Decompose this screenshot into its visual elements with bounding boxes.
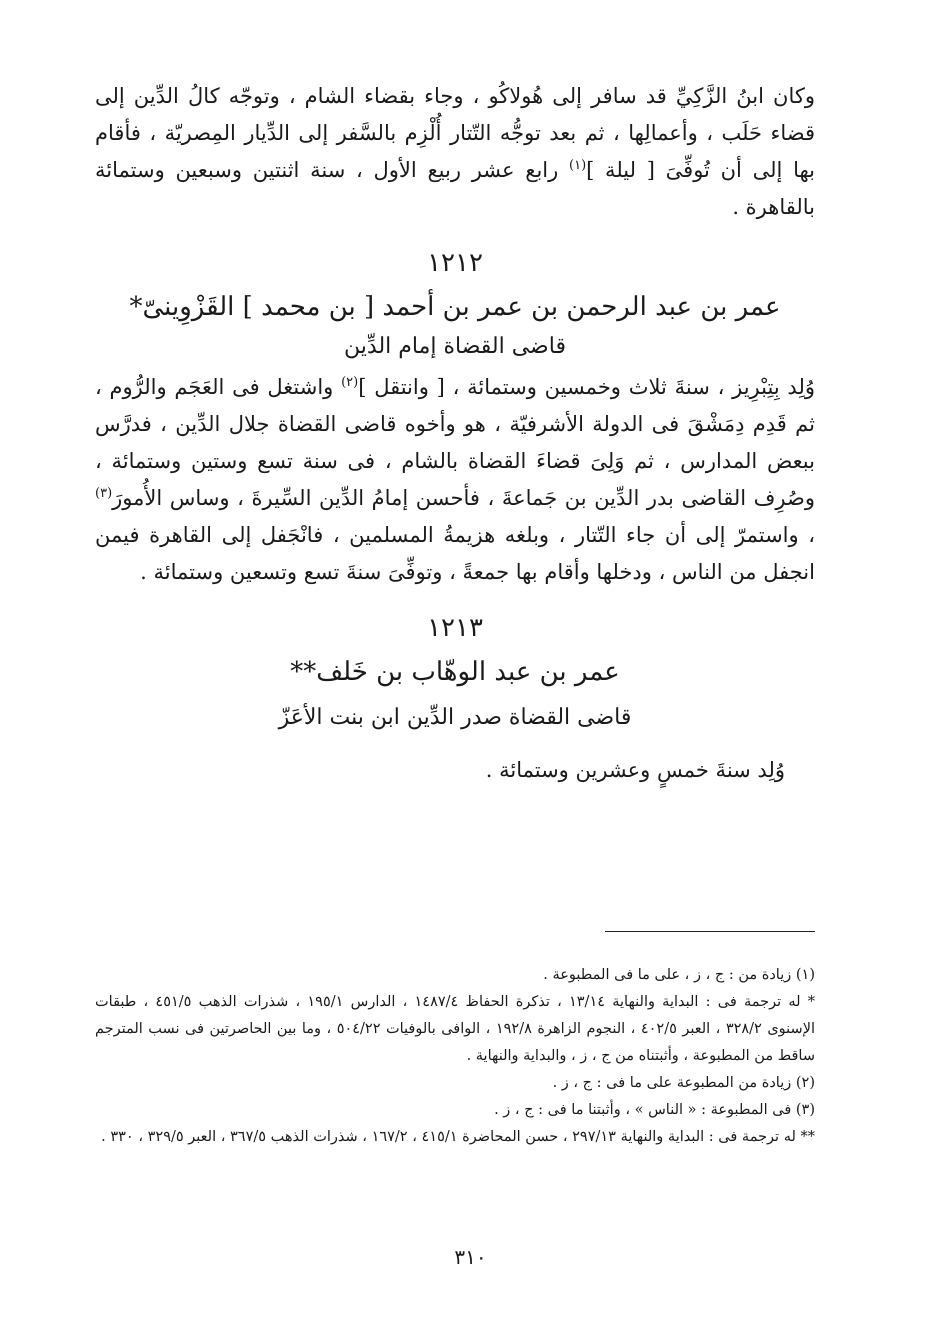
entry-number-1213: ١٢١٣ — [427, 613, 483, 643]
footnote-1: (١) زيادة من : ج ، ز ، على ما فى المطبوعة . — [543, 967, 815, 983]
footnote-star: * له ترجمة فى : البداية والنهاية ١٣/١٤ ، تذكرة الحفاظ ١٤٨٧/٤ ، الدارس ١٩٥/١ ، شذرات الذهب ٤٥١/٥ ، طبقات الإسنوى ٣٢٨/٢ ، العبر ٤٠٢/٥ ، النجوم الزاهرة ١٩٢/٨ ، الوافى بالوفيات ٥٠٤/٢٢ ، وما بين الحاصرتين فى نسب المترجم ساقط من المطبوعة ، وأثبتناه من ج ، ز ، والبداية والنهاية . — [95, 994, 815, 1064]
footnotes — [95, 962, 815, 1151]
entry-body-1212-part2: واشتغل فى العَجَم والرُّوم ، ثم قَدِم دِمَشْقَ فى الدولة الأشرفيّة ، هو وأخوه قاضى القضاة جلال الدِّين ، فدرَّس ببعض المدارس ، ثم وَلِىَ قضاءَ القضاة بالشام ، فى سنة تسع وستين وستمائة ، وصُرِف القاضى بدر الدِّين بن جَماعةَ ، فأحسن إمامُ الدِّين السِّيرةَ ، وساس الأُمورَ — [95, 375, 815, 510]
footnote-ref-2: (٢) — [341, 375, 359, 390]
entry-body-1212 — [95, 369, 815, 591]
opening-paragraph-text: وكان ابنُ الزَّكِيِّ قد سافر إلى هُولاكُو ، وجاء بقضاء الشام ، وتوجّه كالُ الدِّين إلى قضاء حَلَب ، وأعمالِها ، ثم بعد توجُّه التّتار أُلْزِم بالسَّفر إلى الدِّيار المِصريّة ، فأقام بها إلى أن تُوفِّىَ [ ليلة ] — [95, 84, 815, 182]
entry-body-1212-part3: ، واستمرّ إلى أن جاء التّتار ، وبلغه هزيمةُ المسلمين ، فانْجَفل إلى القاهرة فيمن انجفل من الناس ، ودخلها وأقام بها جمعةً ، وتوفِّىَ سنةَ تسع وتسعين وستمائة . — [95, 523, 815, 584]
main-text — [95, 78, 815, 789]
opening-paragraph-end: رابع عشر ربيع الأول ، سنة اثنتين وسبعين وستمائة بالقاهرة . — [95, 158, 815, 219]
footnote-ref-1: (١) — [569, 158, 587, 173]
entry-body-1212-part1: وُلِد بِتِبْرِيز ، سنةَ ثلاث وخمسين وستمائة ، [ وانتقل ] — [358, 375, 815, 399]
entry-number-1212: ١٢١٢ — [427, 248, 483, 278]
entry-name-1213: عمر بن عبد الوهّاب بن خَلف** — [290, 657, 620, 687]
entry-title-1213: قاضى القضاة صدر الدِّين ابن بنت الأعَزّ — [278, 705, 632, 730]
footnote-3: (٣) فى المطبوعة : « الناس » ، وأثبتنا ما فى : ج ، ز . — [494, 1102, 815, 1118]
opening-paragraph — [95, 78, 815, 226]
entry-body-1213: وُلِد سنةَ خمسٍ وعشرين وستمائة . — [485, 758, 785, 782]
footnote-ref-3: (٣) — [95, 486, 113, 501]
footnote-double-star: ** له ترجمة فى : البداية والنهاية ٢٩٧/١٣ ، حسن المحاضرة ٤١٥/١ ، ١٦٧/٢ ، شذرات الذهب ٣٦٧/٥ ، العبر ٣٢٩/٥ ، ٣٣٠ . — [101, 1129, 815, 1145]
footnote-2: (٢) زيادة من المطبوعة على ما فى : ج ، ز . — [552, 1075, 815, 1091]
entry-title-1212: قاضى القضاة إمام الدِّين — [344, 334, 566, 359]
entry-name-1212: عمر بن عبد الرحمن بن عمر بن أحمد [ بن محمد ] القَزْوِينىّ* — [129, 292, 781, 322]
footnote-divider — [605, 931, 815, 932]
page-number: ٣١٠ — [454, 1245, 487, 1269]
